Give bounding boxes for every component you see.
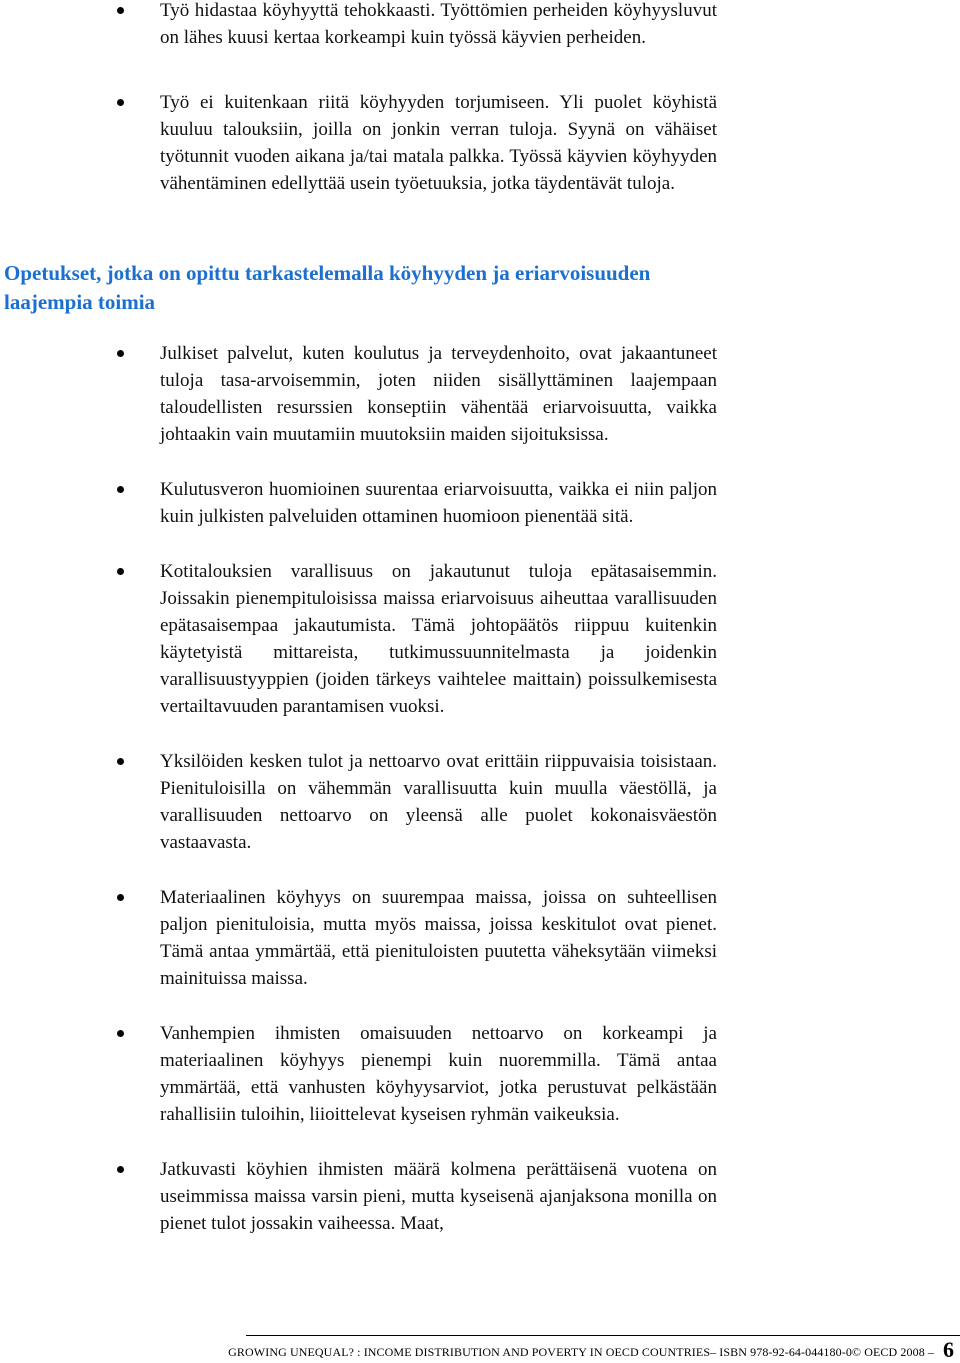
list-item-text: Julkiset palvelut, kuten koulutus ja terveydenhoito, ovat jakaantuneet tuloja tasa-arvoisemmin, joten niiden sisällyttäminen laajempaan taloudellisten resurssien konseptiin vähentää eriarvoisuutta, vaikka johtaakin vain muutamiin muutoksiin maiden sijoituksissa. — [160, 343, 717, 445]
list-item-text: Työ ei kuitenkaan riitä köyhyyden torjumiseen. Yli puolet köyhistä kuuluu talouksiin, joilla on jonkin verran tuloja. Syynä on vähäiset työtunnit vuoden aikana ja/tai matala palkka. Työssä käyvien köyhyyden vähentäminen edellyttää usein työetuuksia, jotka täydentävät tuloja. — [160, 92, 717, 194]
bullet-icon — [117, 99, 124, 106]
footer-citation: GROWING UNEQUAL? : INCOME DISTRIBUTION AND POVERTY IN OECD COUNTRIES– ISBN 978-92-64-044180-0© OECD 2008 – — [228, 1345, 934, 1359]
list-item-text: Yksilöiden kesken tulot ja nettoarvo ovat erittäin riippuvaisia toisistaan. Pienituloisilla on vähemmän varallisuutta kuin muulla väestöllä, ja varallisuuden nettoarvo on yleensä alle puolet kokonaisväestön vastaavasta. — [160, 751, 717, 853]
list-item-text: Kotitalouksien varallisuus on jakautunut tuloja epätasaisemmin. Joissakin pienempituloisissa maissa eriarvoisuus aiheuttaa varallisuuden epätasaisempaa jakautumista. Tämä johtopäätös riippuu kuitenkin käytetyistä mittareista, tutkimussuunnitelmasta ja joidenkin varallisuustyyppien (joiden tärkeys vaihtelee maittain) poissulkemisesta vertailtavuuden parantamisen vuoksi. — [160, 561, 717, 717]
footer-rule — [246, 1335, 960, 1336]
bullet-icon — [117, 758, 124, 765]
list-item — [0, 89, 717, 197]
bullet-icon — [117, 568, 124, 575]
bullet-icon — [117, 486, 124, 493]
bullet-list-work — [0, 0, 960, 197]
list-item — [0, 476, 717, 530]
list-item — [0, 558, 717, 720]
page-number: 6 — [943, 1337, 954, 1362]
list-item-text: Kulutusveron huomioinen suurentaa eriarvoisuutta, vaikka ei niin paljon kuin julkisten palveluiden ottaminen huomioon pienentää sitä. — [160, 479, 717, 527]
bullet-list-lessons — [0, 340, 960, 1237]
list-item — [0, 340, 717, 448]
bullet-icon — [117, 7, 124, 14]
bullet-icon — [117, 1030, 124, 1037]
list-item — [0, 1156, 717, 1237]
bullet-icon — [117, 894, 124, 901]
bullet-icon — [117, 1166, 124, 1173]
page-footer — [0, 1335, 960, 1360]
list-item — [0, 748, 717, 856]
list-item — [0, 884, 717, 992]
bullet-icon — [117, 350, 124, 357]
list-item-text: Materiaalinen köyhyys on suurempaa maissa, joissa on suhteellisen paljon pienituloisia, mutta myös maissa, joissa keskitulot ovat pienet. Tämä antaa ymmärtää, että pienituloisten puutetta väheksytään viimeksi mainituissa maissa. — [160, 887, 717, 989]
list-item — [0, 1020, 717, 1128]
list-item-text: Jatkuvasti köyhien ihmisten määrä kolmena perättäisenä vuotena on useimmissa maissa varsin pieni, mutta kyseisenä ajanjaksona monilla on pienet tulot jossakin vaiheessa. Maat, — [160, 1159, 717, 1234]
list-item — [0, 0, 717, 51]
section-heading: Opetukset, jotka on opittu tarkastelemalla köyhyyden ja eriarvoisuuden laajempia toimia — [4, 261, 651, 314]
list-item-text: Vanhempien ihmisten omaisuuden nettoarvo on korkeampi ja materiaalinen köyhyys pienempi kuin nuoremmilla. Tämä antaa ymmärtää, että vanhusten köyhyysarviot, jotka perustuvat pelkästään rahallisiin tuloihin, liioittelevat kyseisen ryhmän vaikeuksia. — [160, 1023, 717, 1125]
list-item-text: Työ hidastaa köyhyyttä tehokkaasti. Työttömien perheiden köyhyysluvut on lähes kuusi kertaa korkeampi kuin työssä käyvien perheiden. — [160, 0, 717, 48]
